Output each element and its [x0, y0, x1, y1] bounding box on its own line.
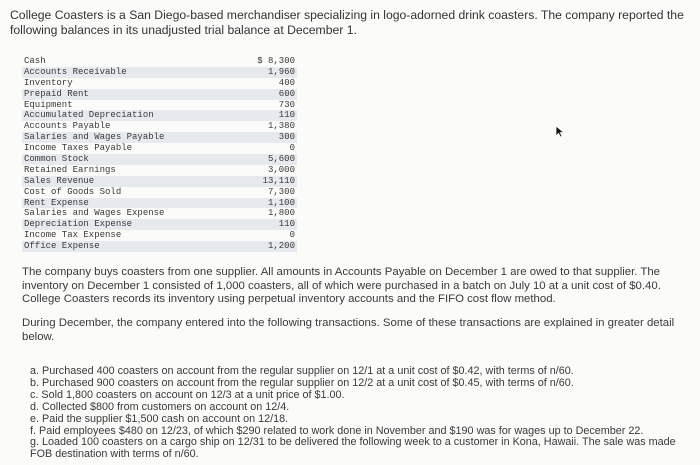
account-name: Cash: [24, 56, 46, 66]
supplier-paragraph: The company buys coasters from one supplier. All amounts in Accounts Payable on December 1 are owed to that supplier. The inventory on December 1 consisted of 1,000 coasters, all of which were purchased in a batch on July 10 at a unit cost of $0.40. College Coasters records its inventory using perpetual inventory accounts and the FIFO cost flow method.: [22, 266, 661, 306]
account-amount: 1,200: [267, 241, 295, 252]
trial-balance-row: [22, 56, 297, 67]
trial-balance-row: [22, 198, 297, 209]
mouse-cursor-icon: [554, 125, 566, 137]
account-amount: 5,600: [267, 154, 295, 165]
trial-balance-row: [22, 78, 297, 89]
account-name: Accumulated Depreciation: [24, 110, 154, 121]
account-name: Salaries and Wages Expense: [24, 208, 165, 219]
trial-balance-row: [22, 219, 297, 230]
transaction-item: c. Sold 1,800 coasters on account on 12/3 at a unit price of $1.00.: [30, 388, 345, 401]
account-name: Income Tax Expense: [24, 230, 122, 241]
account-amount: 400: [278, 77, 295, 88]
transactions-intro-paragraph: During December, the company entered into the following transactions. Some of these transactions are explained in greater detail below.: [22, 317, 675, 343]
account-amount: 1,800: [267, 208, 295, 219]
account-amount: 110: [278, 110, 295, 121]
intro-text: College Coasters is a San Diego-based merchandiser specializing in logo-adorned drink coasters. The company reported the following balances in its unadjusted trial balance at December 1.: [10, 8, 684, 37]
account-amount: 0: [289, 230, 295, 241]
transaction-item: d. Collected $800 from customers on account on 12/4.: [30, 400, 290, 413]
trial-balance-row: [22, 67, 297, 78]
account-name: Accounts Payable: [24, 121, 111, 132]
transaction-item: e. Paid the supplier $1,500 cash on account on 12/18.: [30, 412, 289, 425]
account-amount: 13,110: [262, 175, 295, 186]
account-amount: 7,300: [267, 186, 295, 197]
account-name: Accounts Receivable: [24, 66, 127, 77]
trial-balance-row: [22, 110, 297, 121]
account-name: Depreciation Expense: [24, 219, 133, 230]
trial-balance-row: [22, 187, 297, 198]
account-name: Salaries and Wages Payable: [24, 132, 165, 143]
account-name: Inventory: [24, 77, 73, 88]
trial-balance-row: [22, 176, 297, 187]
trial-balance-row: [22, 132, 297, 143]
trial-balance-table: [22, 56, 297, 252]
transaction-item: g. Loaded 100 coasters on a cargo ship on 12/31 to be delivered the following week to a customer in Kona, Hawaii. The sale was made FOB destination with terms of n/60.: [30, 436, 676, 461]
account-amount: 1,100: [267, 197, 295, 208]
account-amount: 600: [278, 88, 295, 99]
account-name: Cost of Goods Sold: [24, 186, 122, 197]
account-amount: 110: [278, 219, 295, 230]
account-amount: $ 8,300: [257, 56, 295, 66]
transaction-item: b. Purchased 900 coasters on account from the regular supplier on 12/2 at a unit cost of $0.45, with terms of n/60.: [30, 376, 574, 389]
account-name: Equipment: [24, 99, 73, 110]
trial-balance-row: [22, 208, 297, 219]
trial-balance-row: [22, 89, 297, 100]
account-amount: 1,380: [267, 121, 295, 132]
trial-balance-row: [22, 121, 297, 132]
account-name: Prepaid Rent: [24, 88, 89, 99]
trial-balance-row: [22, 230, 297, 241]
account-amount: 1,960: [267, 66, 295, 77]
transaction-item: f. Paid employees $480 on 12/23, of which $290 related to work done in November and $190 was for wages up to December 22.: [30, 424, 644, 437]
account-amount: 730: [278, 99, 295, 110]
trial-balance-row: [22, 143, 297, 154]
account-amount: 3,000: [267, 164, 295, 175]
account-name: Sales Revenue: [24, 175, 95, 186]
account-amount: 300: [278, 132, 295, 143]
account-amount: 0: [289, 143, 295, 154]
trial-balance-row: [22, 154, 297, 165]
account-name: Retained Earnings: [24, 164, 116, 175]
account-name: Income Taxes Payable: [24, 143, 133, 154]
account-name: Common Stock: [24, 154, 89, 165]
account-name: Office Expense: [24, 241, 100, 252]
transactions-list: [30, 366, 680, 461]
trial-balance-row: [22, 100, 297, 111]
transaction-item: a. Purchased 400 coasters on account from the regular supplier on 12/1 at a unit cost of $0.42, with terms of n/60.: [30, 365, 574, 377]
account-name: Rent Expense: [24, 197, 89, 208]
trial-balance-row: [22, 165, 297, 176]
trial-balance-row: [22, 241, 297, 252]
